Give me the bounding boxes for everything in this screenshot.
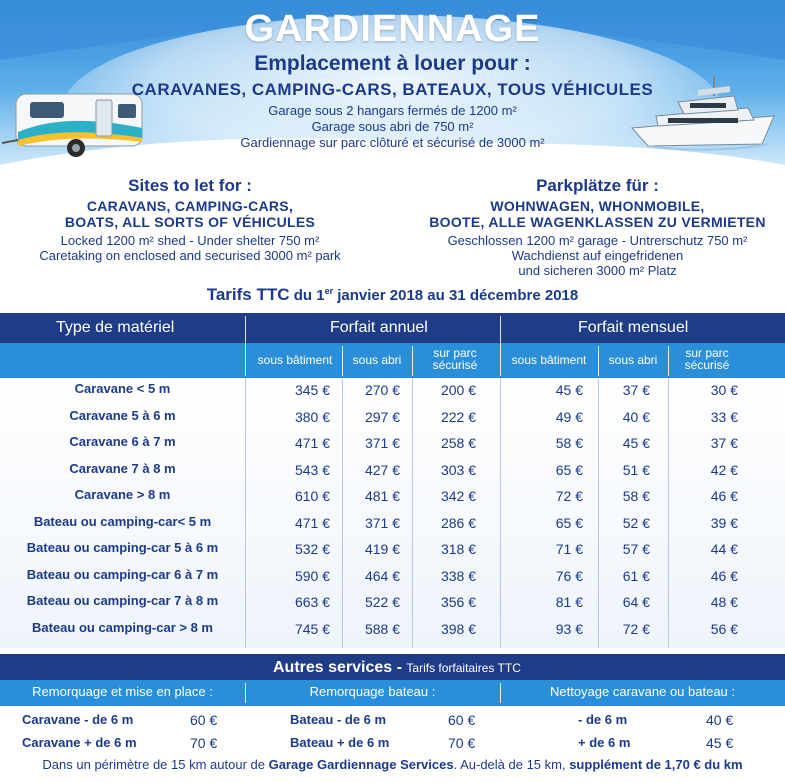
price-cell: 56 € [710, 620, 738, 637]
price-cell: 590 € [294, 567, 330, 584]
service-item-label: - de 6 m [578, 712, 628, 727]
price-cell: 286 € [440, 514, 476, 531]
price-cell: 588 € [364, 620, 400, 637]
price-cell: 46 € [710, 488, 738, 504]
price-cell: 42 € [710, 461, 738, 478]
tarifs-date-range: janvier 2018 au 31 décembre 2018 [333, 287, 579, 304]
price-cell: 51 € [622, 461, 650, 478]
facility-line: Garage sous abri de 750 m² [311, 119, 474, 134]
price-cell: 200 € [440, 382, 476, 398]
page-subtitle: Emplacement à louer pour : [254, 52, 531, 75]
price-cell: 427 € [364, 461, 400, 478]
footer-text: Dans un périmètre de 15 km autour de [42, 757, 269, 772]
footer-text: . Au-delà de 15 km, [453, 757, 570, 772]
german-line: Geschlossen 1200 m² garage - Untrerschutz 750 m² [447, 233, 748, 248]
price-cell: 76 € [555, 567, 583, 584]
subheader-1: sous abri [352, 353, 402, 367]
price-cell: 270 € [364, 382, 400, 398]
subheader-4: sous abri [608, 353, 658, 367]
price-cell: 464 € [364, 567, 400, 584]
price-cell: 48 € [710, 594, 738, 610]
service-item-label: Caravane + de 6 m [22, 735, 137, 750]
row-label: Bateau ou camping-car 7 à 8 m [26, 593, 219, 608]
english-section [15, 176, 365, 263]
row-label: Caravane > 8 m [74, 487, 171, 502]
annual-header: Forfait annuel [330, 319, 428, 336]
german-line: und sicheren 3000 m² Platz [518, 263, 677, 278]
service-item-price: 60 € [448, 712, 476, 728]
price-cell: 93 € [555, 620, 583, 637]
price-cell: 37 € [710, 435, 738, 451]
hero-banner [0, 0, 785, 165]
price-cell: 342 € [440, 488, 476, 504]
header-divider [245, 316, 246, 376]
price-cell: 356 € [440, 594, 476, 610]
vehicle-categories: CARAVANES, CAMPING-CARS, BATEAUX, TOUS VÉHICULES [131, 80, 654, 99]
price-cell: 52 € [622, 514, 650, 531]
table-column-divider [668, 378, 669, 648]
row-label: Caravane 6 à 7 m [69, 434, 176, 449]
price-cell: 419 € [364, 541, 400, 557]
service-item-price: 70 € [448, 735, 476, 751]
price-cell: 39 € [710, 514, 738, 531]
service-item-price: 40 € [706, 712, 734, 728]
price-cell: 37 € [622, 382, 650, 398]
services-title [273, 659, 521, 677]
footer-surcharge: supplément de 1,70 € du km [569, 757, 743, 772]
english-line: Caretaking on enclosed and securised 3000 m² park [39, 248, 341, 263]
table-column-divider [500, 378, 501, 648]
header-divider [500, 316, 501, 376]
service-item-price: 60 € [190, 712, 218, 728]
facility-line: Gardiennage sur parc clôturé et sécurisé de 3000 m² [240, 135, 545, 150]
tarifs-period [0, 285, 785, 305]
price-cell: 57 € [622, 541, 650, 557]
german-categories: BOOTE, ALLE WAGENKLASSEN ZU VERMIETEN [429, 214, 766, 230]
services-title-text: Autres services - [273, 659, 407, 676]
price-cell: 532 € [294, 541, 330, 557]
english-categories: BOATS, ALL SORTS OF VÉHICULES [64, 214, 316, 230]
service-item-label: Bateau + de 6 m [290, 735, 390, 750]
price-cell: 345 € [294, 382, 330, 398]
service-item-price: 70 € [190, 735, 218, 751]
price-cell: 471 € [294, 435, 330, 451]
row-label: Caravane 5 à 6 m [69, 407, 176, 423]
page-title: GARDIENNAGE [244, 8, 541, 50]
service-item-price: 45 € [706, 735, 734, 751]
price-cell: 471 € [294, 514, 330, 531]
price-cell: 45 € [622, 435, 650, 451]
price-cell: 71 € [555, 541, 583, 557]
price-cell: 72 € [555, 488, 583, 504]
row-label: Bateau ou camping-car< 5 m [33, 513, 212, 529]
price-cell: 72 € [622, 620, 650, 637]
price-cell: 522 € [364, 594, 400, 610]
price-cell: 543 € [294, 461, 330, 478]
tarifs-label: Tarifs TTC [206, 285, 290, 304]
table-column-divider [245, 378, 246, 648]
price-cell: 46 € [710, 567, 738, 584]
service-item-label: Bateau - de 6 m [290, 712, 387, 727]
english-categories: CARAVANS, CAMPING-CARS, [86, 198, 294, 214]
price-cell: 371 € [364, 435, 400, 451]
price-cell: 745 € [294, 620, 330, 637]
price-cell: 58 € [555, 435, 583, 451]
subheader-3: sous bâtiment [511, 353, 587, 367]
price-cell: 610 € [294, 488, 330, 504]
row-label: Caravane < 5 m [74, 381, 171, 396]
price-cell: 65 € [555, 461, 583, 478]
price-cell: 40 € [622, 408, 650, 425]
row-label: Bateau ou camping-car 5 à 6 m [26, 540, 219, 555]
price-cell: 398 € [440, 620, 476, 637]
footer-company: Garage Gardiennage Services [268, 757, 454, 772]
subheader-0: sous bâtiment [257, 353, 333, 367]
german-categories: WOHNWAGEN, WHONMOBILE, [490, 198, 705, 214]
service-item-label: + de 6 m [578, 735, 631, 750]
price-cell: 371 € [364, 514, 400, 531]
price-cell: 33 € [710, 408, 738, 425]
row-label: Caravane 7 à 8 m [69, 460, 176, 476]
price-cell: 258 € [440, 435, 476, 451]
price-cell: 663 € [294, 594, 330, 610]
price-cell: 65 € [555, 514, 583, 531]
price-cell: 297 € [364, 408, 400, 425]
table-column-divider [412, 378, 413, 648]
price-cell: 64 € [622, 594, 650, 610]
german-line: Wachdienst auf eingefridenen [511, 248, 684, 263]
price-cell: 318 € [440, 541, 476, 557]
english-heading: Sites to let for : [128, 176, 252, 195]
type-header: Type de matériel [56, 319, 175, 336]
price-cell: 49 € [555, 408, 583, 425]
price-cell: 380 € [294, 408, 330, 425]
price-cell: 481 € [364, 488, 400, 504]
subheader-2: sur parc sécurisé [432, 346, 478, 372]
price-cell: 30 € [710, 382, 738, 398]
tarifs-date-start: du 1 [293, 287, 325, 304]
price-cell: 44 € [710, 541, 738, 557]
price-cell: 338 € [440, 567, 476, 584]
price-cell: 61 € [622, 567, 650, 584]
price-cell: 303 € [440, 461, 476, 478]
service-item-label: Caravane - de 6 m [22, 712, 134, 727]
german-heading: Parkplätze für : [536, 176, 659, 195]
facility-line: Garage sous 2 hangars fermés de 1200 m² [268, 103, 517, 118]
price-cell: 58 € [622, 488, 650, 504]
german-section [420, 176, 775, 278]
subheader-5: sur parc sécurisé [684, 346, 730, 372]
price-cell: 222 € [440, 408, 476, 425]
price-cell: 81 € [555, 594, 583, 610]
monthly-header: Forfait mensuel [578, 319, 689, 336]
english-line: Locked 1200 m² shed - Under shelter 750 m² [60, 233, 320, 248]
services-title-small: Tarifs forfaitaires TTC [406, 661, 521, 675]
footer-note [0, 757, 785, 772]
price-cell: 45 € [555, 382, 583, 398]
tarifs-sup: er [324, 286, 334, 296]
service-group-header: Nettoyage caravane ou bateau : [549, 684, 736, 699]
service-group-header: Remorquage bateau : [309, 684, 436, 699]
row-label: Bateau ou camping-car 6 à 7 m [26, 566, 219, 582]
service-group-header: Remorquage et mise en place : [32, 684, 213, 699]
row-label: Bateau ou camping-car > 8 m [32, 619, 213, 635]
